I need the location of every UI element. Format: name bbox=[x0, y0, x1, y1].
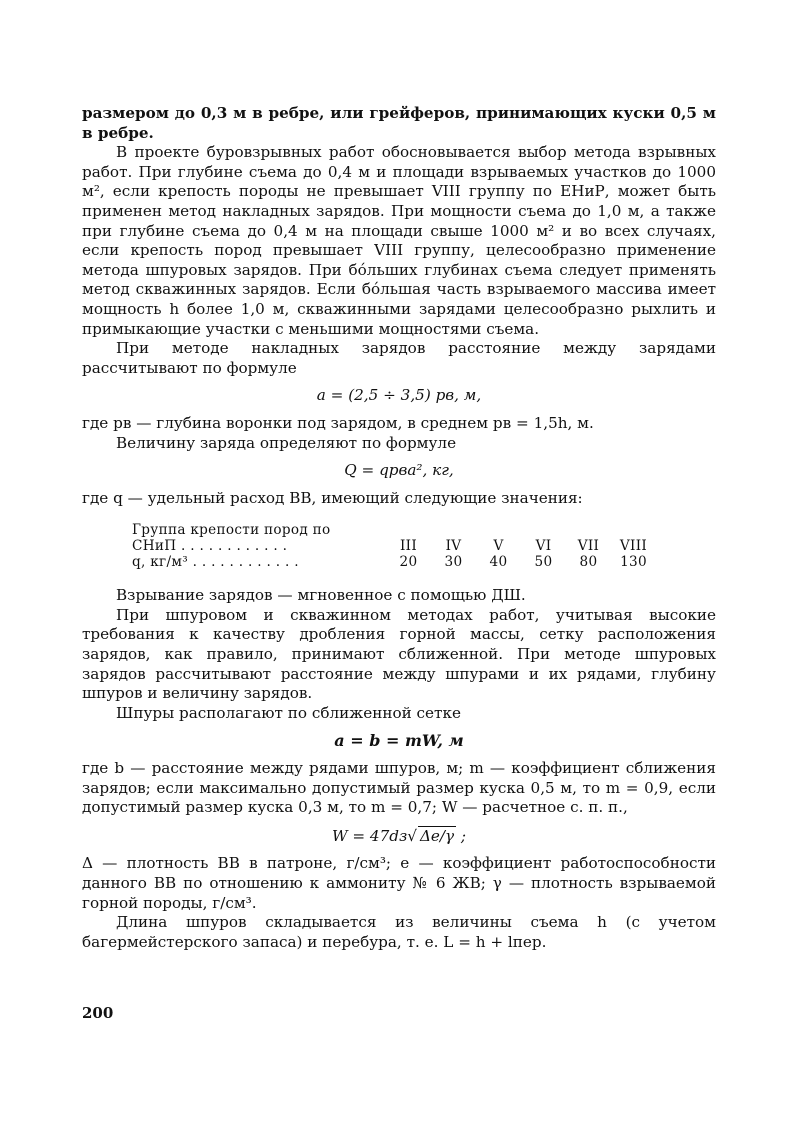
formula-burden-radicand: Δe/γ bbox=[419, 826, 455, 845]
table-cell-group: III bbox=[399, 538, 417, 555]
table-cell-group: VI bbox=[535, 538, 552, 555]
paragraph-grid-definitions: где b — расстояние между рядами шпуров, м; m — коэффициент сближения зарядов; если максимально допустимый размер куска 0,5 м, то m = 0,9, если допустимый размер куска 0,3 м, то m = 0,7; W — расчетное с. п. п., bbox=[82, 759, 716, 817]
table-cell-value: 30 bbox=[444, 554, 463, 571]
paragraph-charge-size: Величину заряда определяют по формуле bbox=[116, 433, 457, 452]
formula-charge-spacing: a = (2,5 ÷ 3,5) pв, м, bbox=[316, 386, 482, 405]
table-cell-value: 50 bbox=[534, 554, 553, 571]
table-cell-value: 80 bbox=[579, 554, 598, 571]
paragraph-grid: Шпуры располагают по сближенной сетке bbox=[116, 703, 461, 722]
table-row bbox=[132, 554, 716, 570]
paragraph-specific-consumption: где q — удельный расход ВВ, имеющий следующие значения: bbox=[82, 488, 583, 507]
table-row-label: q, кг/м³ . . . . . . . . . . . . bbox=[132, 554, 299, 571]
table-cell-group: VIII bbox=[619, 538, 648, 555]
table-cell-group: VII bbox=[577, 538, 600, 555]
formula-burden-left: W = 47dз bbox=[331, 826, 408, 845]
table-row-label: Группа крепости пород по bbox=[132, 522, 331, 539]
formula-charge-mass: Q = qpвa², кг, bbox=[344, 461, 454, 480]
paragraph-hole-length: Длина шпуров складывается из величины съема h (с учетом багермейстерского запаса) и перебура, т. е. L = h + lпер. bbox=[82, 913, 716, 951]
page-body bbox=[82, 104, 716, 952]
page-number: 200 bbox=[82, 1004, 114, 1022]
formula-burden bbox=[82, 826, 716, 847]
table-row bbox=[132, 538, 716, 554]
table-cell-group: V bbox=[493, 538, 504, 555]
paragraph-borehole-methods: При шпуровом и скважинном методах работ, учитывая высокие требования к качеству дробления горной массы, сетку расположения зарядов, как правило, принимают сближенной. При методе шпуровых зарядов рассчитывают расстояние между шпурами и их рядами, глубину шпуров и величину зарядов. bbox=[82, 605, 716, 703]
paragraph-continuation: размером до 0,3 м в ребре, или грейферов, принимающих куски 0,5 м в ребре. bbox=[82, 104, 716, 142]
paragraph-method-selection: В проекте буровзрывных работ обосновывается выбор метода взрывных работ. При глубине съема до 0,4 м и площади взрываемых участков до 1000 м², если крепость породы не превышает VIII группу по ЕНиР, может быть применен метод накладных зарядов. При мощности съема до 1,0 м, а также при глубине съема до 0,4 м на площади свыше 1000 м² и во всех случаях, если крепость пород превышает VIII группу, целесообразно применение метода шпуровых зарядов. При бóльших глубинах съема следует применять метод скважинных зарядов. Если бóльшая часть взрываемого массива имеет мощность h более 1,0 м, скважинными зарядами целесообразно рыхлить и примыкающие участки с меньшими мощностями съема. bbox=[82, 143, 716, 338]
consumption-table bbox=[132, 522, 716, 570]
table-row bbox=[132, 522, 716, 538]
paragraph-surface-charges: При методе накладных зарядов расстояние между зарядами рассчитывают по формуле bbox=[82, 339, 716, 377]
formula-grid-spacing: a = b = mW, м bbox=[334, 731, 464, 751]
table-cell-value: 20 bbox=[399, 554, 418, 571]
paragraph-initiation: Взрывание зарядов — мгновенное с помощью ДШ. bbox=[116, 586, 526, 605]
table-cell-value: 130 bbox=[620, 554, 647, 571]
table-cell-value: 40 bbox=[489, 554, 508, 571]
paragraph-crater-depth: где pв — глубина воронки под зарядом, в среднем pв = 1,5h, м. bbox=[82, 413, 594, 432]
table-row-label: СНиП . . . . . . . . . . . . bbox=[132, 538, 288, 555]
sqrt-icon: √ bbox=[407, 826, 417, 845]
formula-burden-tail: ; bbox=[456, 826, 467, 845]
paragraph-density-definitions: Δ — плотность ВВ в патроне, г/см³; e — коэффициент работоспособности данного ВВ по отношению к аммониту № 6 ЖВ; γ — плотность взрываемой горной породы, г/см³. bbox=[82, 854, 716, 912]
table-cell-group: IV bbox=[445, 538, 462, 555]
